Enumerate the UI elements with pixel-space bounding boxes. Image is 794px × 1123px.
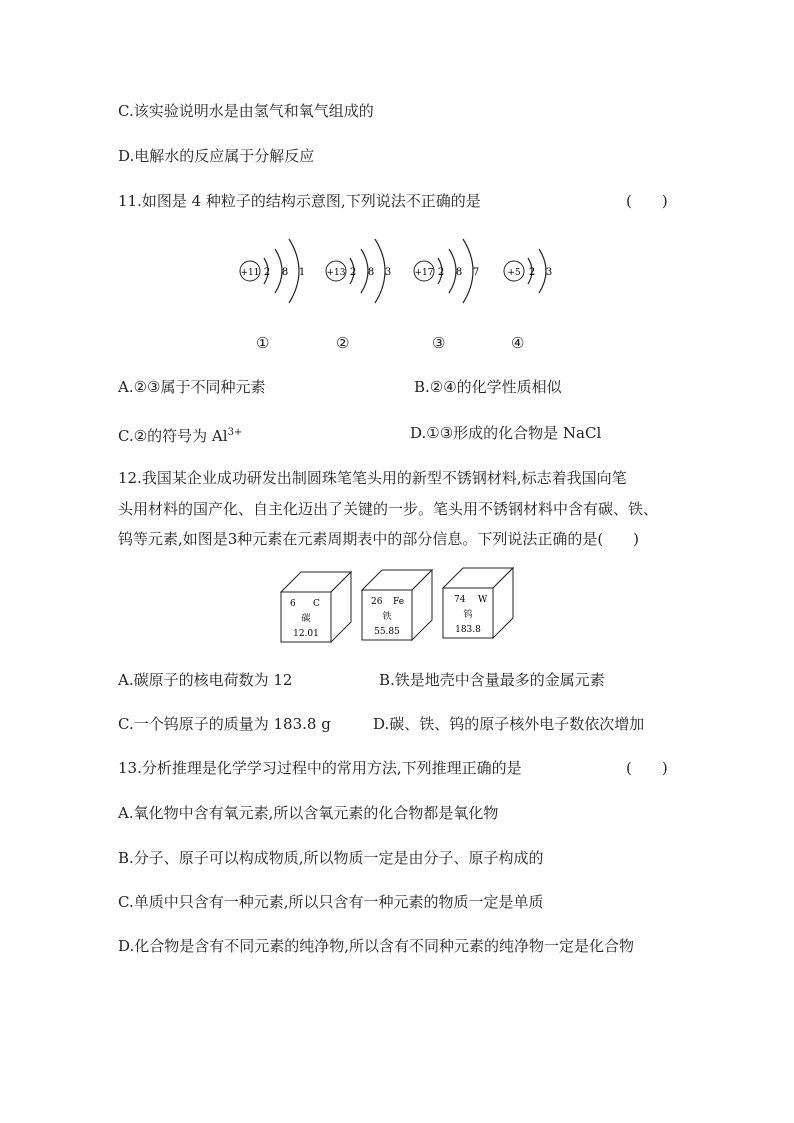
atomic-number: 74 — [454, 595, 466, 605]
q11-answer-paren: ( ) — [626, 192, 668, 210]
shell-electrons: 1 — [298, 267, 306, 278]
q10-option-c: C.该实验说明水是由氢气和氧气组成的 — [118, 102, 374, 120]
shell-electrons: 2 — [437, 267, 445, 278]
q10-option-d: D.电解水的反应属于分解反应 — [118, 147, 315, 165]
q12-stem-line-2: 头用材料的国产化、自主化迈出了关键的一步。笔头用不锈钢材料中含有碳、铁、 — [118, 500, 659, 518]
q13-option-b: B.分子、原子可以构成物质,所以物质一定是由分子、原子构成的 — [118, 849, 544, 867]
q12-stem-line-3: 钨等元素,如图是3种元素在元素周期表中的部分信息。下列说法正确的是( ) — [118, 530, 640, 548]
q11-option-b: B.②④的化学性质相似 — [414, 378, 562, 396]
particle-diagram-2 — [326, 239, 391, 303]
q11-option-a: A.②③属于不同种元素 — [118, 378, 266, 396]
shell-electrons: 2 — [263, 267, 271, 278]
atomic-number: 6 — [290, 599, 296, 609]
q12-option-c: C.一个钨原子的质量为 183.8 g — [118, 715, 331, 733]
q11-option-c: C.②的符号为 $Al^{3+}$ — [118, 427, 243, 445]
q12-option-b: B.铁是地壳中含量最多的金属元素 — [379, 671, 605, 689]
element-card-iron — [362, 570, 432, 640]
q13-answer-paren: ( ) — [626, 759, 668, 777]
shell-electrons: 3 — [545, 267, 553, 278]
particle-label-3: ③ — [432, 334, 446, 352]
shell-electrons: 7 — [472, 267, 480, 278]
shell-electrons: 3 — [384, 267, 392, 278]
shell-electrons: 2 — [349, 267, 357, 278]
shell-electrons: 8 — [367, 267, 375, 278]
nucleus-charge: +13 — [326, 268, 346, 278]
element-name: 碳 — [301, 614, 311, 624]
atomic-structure-diagrams — [0, 230, 794, 330]
particle-diagram-1 — [240, 239, 305, 303]
q11-stem: 11.如图是 4 种粒子的结构示意图,下列说法不正确的是 — [118, 192, 481, 210]
element-name: 钨 — [463, 610, 473, 620]
particle-label-4: ④ — [511, 334, 525, 352]
atomic-mass: 12.01 — [293, 629, 319, 639]
particle-diagram-3 — [414, 239, 479, 303]
q12-option-d: D.碳、铁、钨的原子核外电子数依次增加 — [373, 715, 645, 733]
atomic-mass: 55.85 — [374, 627, 400, 637]
element-card-carbon — [281, 572, 351, 642]
particle-label-2: ② — [336, 334, 350, 352]
atomic-mass: 183.8 — [455, 625, 481, 635]
nucleus-charge: +17 — [414, 268, 434, 278]
element-card-tungsten — [443, 568, 513, 638]
element-name: 铁 — [382, 612, 392, 622]
nucleus-charge: +5 — [507, 268, 521, 278]
shell-electrons: 8 — [281, 267, 289, 278]
particle-diagram-4 — [504, 249, 552, 293]
atomic-number: 26 — [371, 597, 383, 607]
periodic-table-cells — [0, 566, 794, 646]
element-symbol: C — [313, 599, 320, 609]
q12-stem-line-1: 12.我国某企业成功研发出制圆珠笔笔头用的新型不锈钢材料,标志着我国向笔 — [118, 469, 627, 487]
q13-option-d: D.化合物是含有不同元素的纯净物,所以含有不同种元素的纯净物一定是化合物 — [118, 937, 635, 955]
q13-option-c: C.单质中只含有一种元素,所以只含有一种元素的物质一定是单质 — [118, 893, 544, 911]
element-symbol: Fe — [393, 597, 405, 607]
q11-option-d: D.①③形成的化合物是 NaCl — [410, 424, 602, 442]
q12-option-a: A.碳原子的核电荷数为 12 — [118, 671, 293, 689]
shell-electrons: 2 — [528, 267, 536, 278]
particle-label-1: ① — [256, 334, 270, 352]
nucleus-charge: +11 — [240, 268, 260, 278]
q13-stem: 13.分析推理是化学学习过程中的常用方法,下列推理正确的是 — [118, 759, 522, 777]
element-symbol: W — [478, 595, 488, 605]
shell-electrons: 8 — [455, 267, 463, 278]
q13-option-a: A.氧化物中含有氧元素,所以含氧元素的化合物都是氧化物 — [118, 804, 499, 822]
